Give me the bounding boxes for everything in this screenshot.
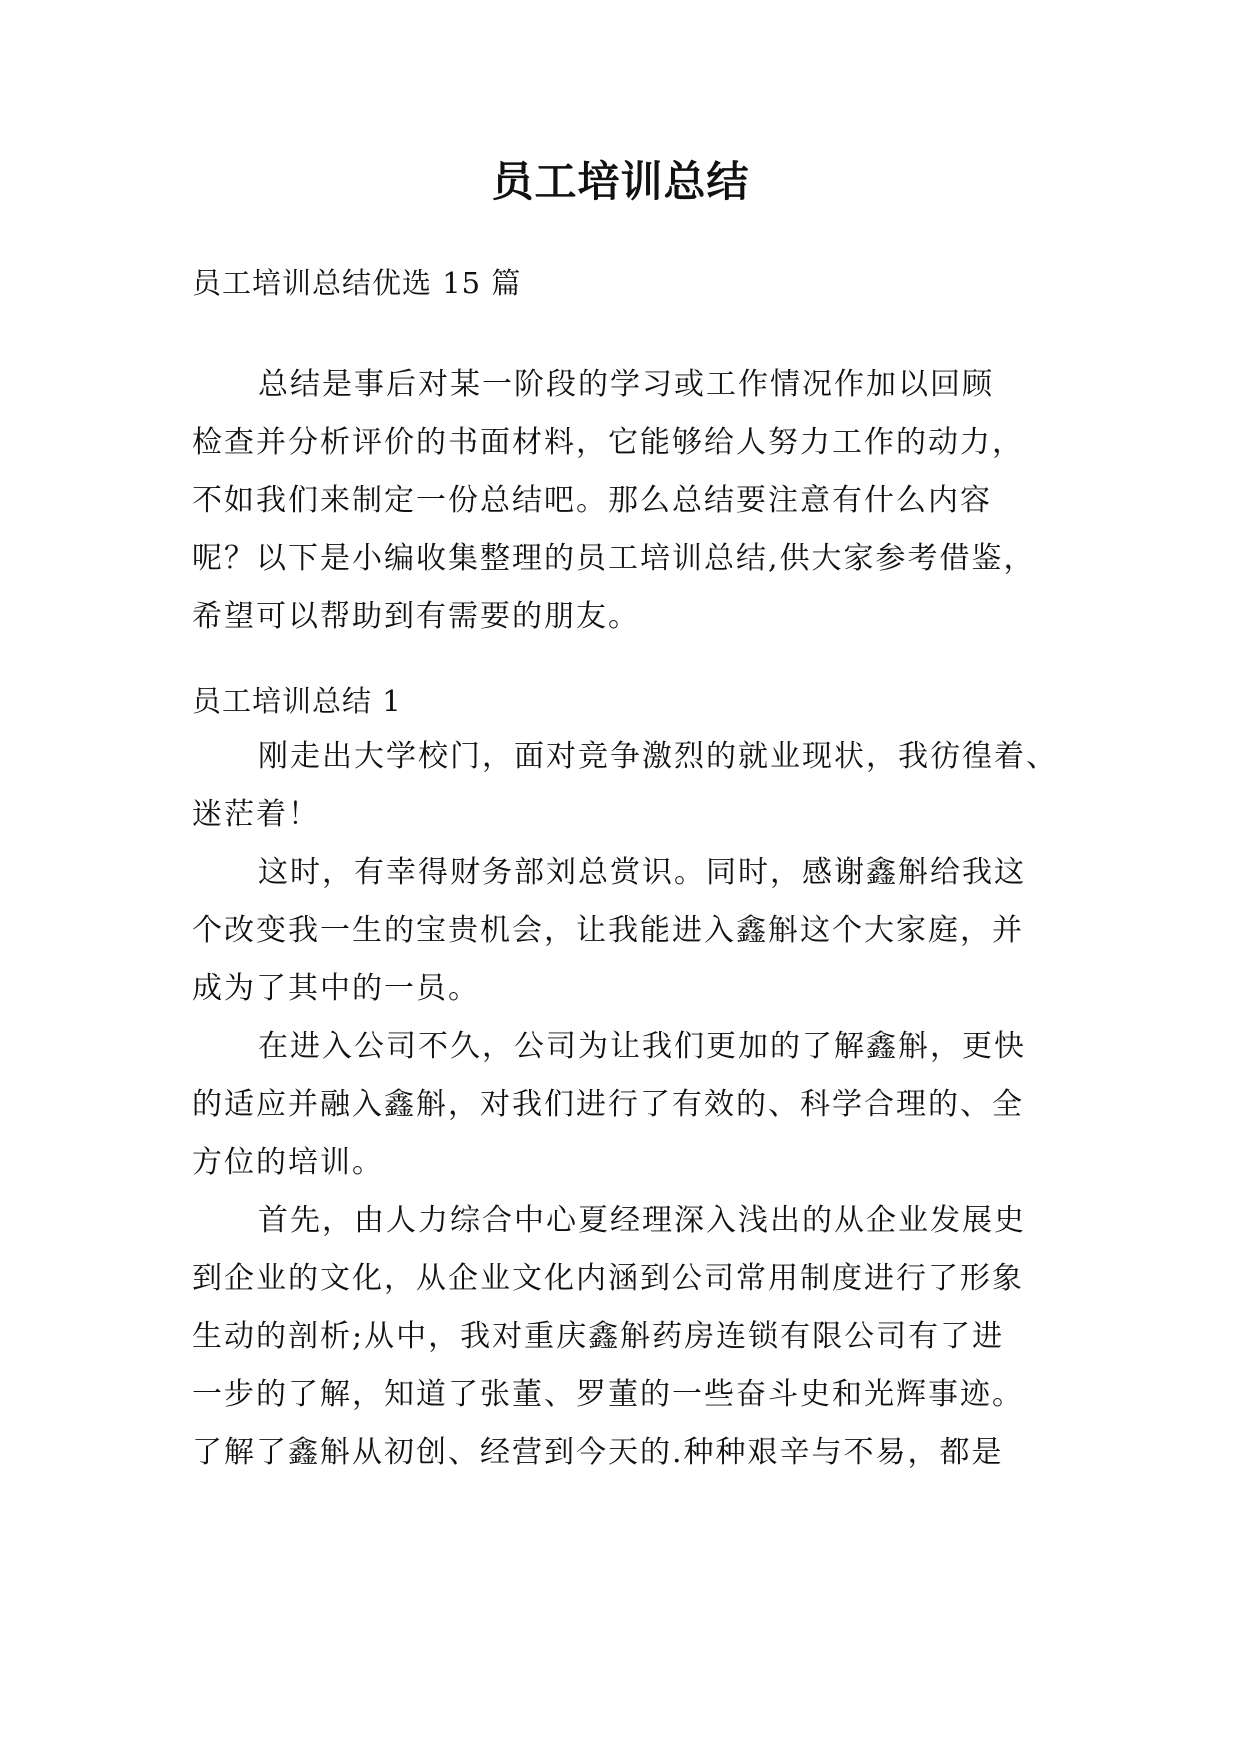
intro-line: 不如我们来制定一份总结吧。那么总结要注意有什么内容 — [192, 483, 992, 518]
section-line: 的适应并融入鑫斛，对我们进行了有效的、科学合理的、全 — [192, 1087, 1024, 1122]
intro-paragraph — [192, 356, 1072, 646]
section-line: 迷茫着！ — [192, 797, 320, 832]
document-subtitle: 员工培训总结优选 15 篇 — [192, 266, 522, 300]
section-line: 到企业的文化，从企业文化内涵到公司常用制度进行了形象 — [192, 1261, 1024, 1296]
section-line: 方位的培训。 — [192, 1145, 384, 1180]
subtitle-block — [192, 254, 1072, 312]
section-line: 首先，由人力综合中心夏经理深入浅出的从企业发展史 — [258, 1203, 1026, 1238]
section-line: 了解了鑫斛从初创、经营到今天的.种种艰辛与不易，都是 — [192, 1435, 1004, 1470]
section-body — [192, 728, 1072, 1482]
section-heading-block — [192, 672, 1072, 730]
intro-line: 检查并分析评价的书面材料，它能够给人努力工作的动力， — [192, 425, 1024, 460]
intro-line: 希望可以帮助到有需要的朋友。 — [192, 599, 640, 634]
section-line: 个改变我一生的宝贵机会，让我能进入鑫斛这个大家庭，并 — [192, 913, 1024, 948]
section-line: 这时，有幸得财务部刘总赏识。同时，感谢鑫斛给我这 — [258, 855, 1026, 890]
intro-line: 总结是事后对某一阶段的学习或工作情况作加以回顾 — [258, 367, 994, 402]
intro-line: 呢？以下是小编收集整理的员工培训总结,供大家参考借鉴， — [192, 541, 1036, 576]
section-line: 刚走出大学校门，面对竞争激烈的就业现状，我彷徨着、 — [258, 739, 1058, 774]
section-line: 在进入公司不久，公司为让我们更加的了解鑫斛，更快 — [258, 1029, 1026, 1064]
section-line: 成为了其中的一员。 — [192, 971, 480, 1006]
document-title: 员工培训总结 — [491, 157, 750, 206]
section-line: 生动的剖析;从中，我对重庆鑫斛药房连锁有限公司有了进 — [192, 1319, 1005, 1354]
section-heading: 员工培训总结 1 — [192, 684, 402, 718]
section-line: 一步的了解，知道了张董、罗董的一些奋斗史和光辉事迹。 — [192, 1377, 1024, 1412]
